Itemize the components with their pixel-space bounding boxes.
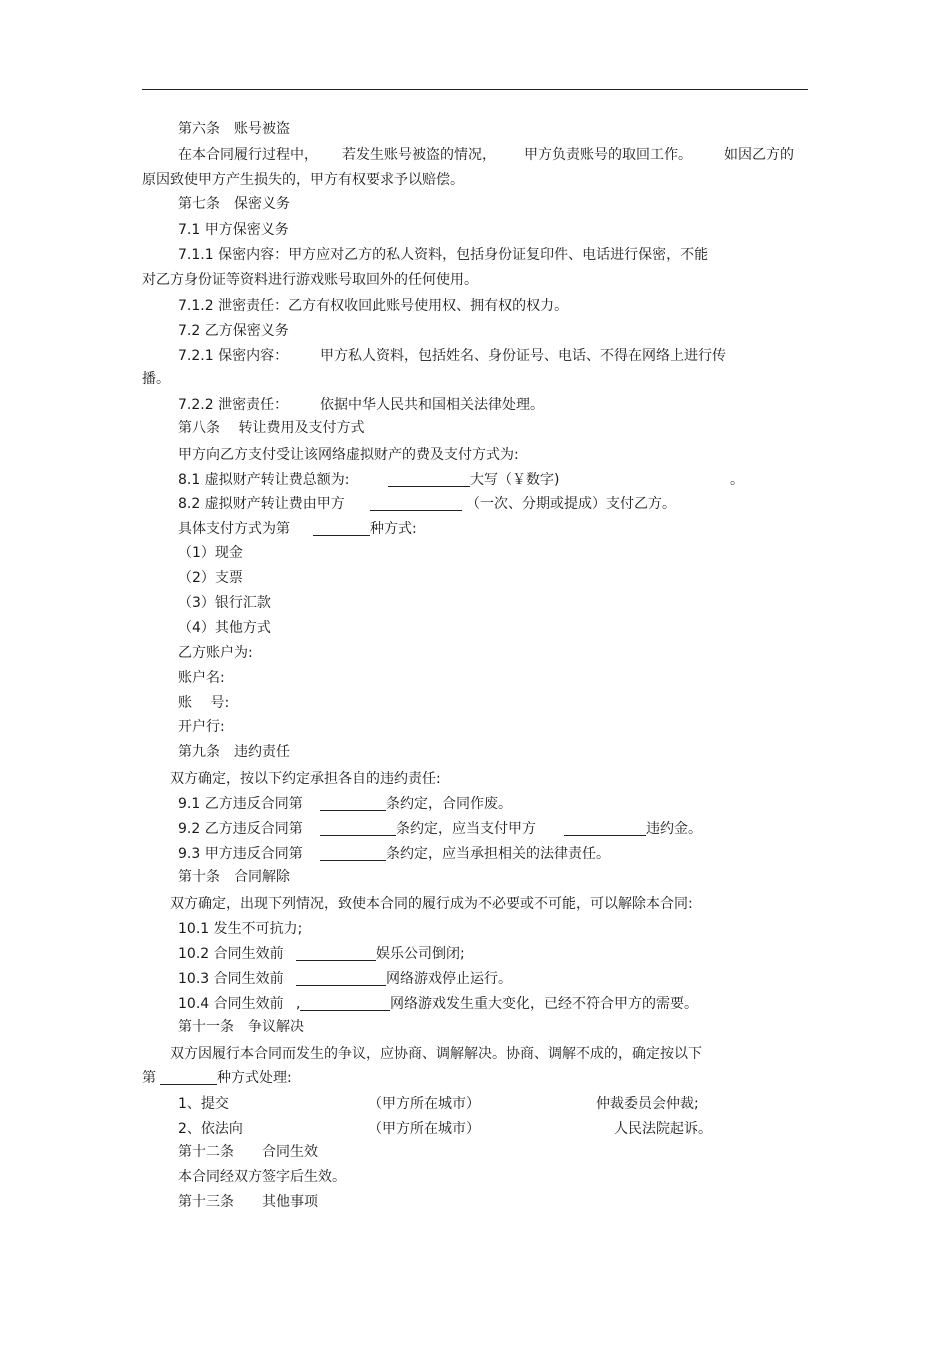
clause-7-1-1-a: 7.1.1 保密内容：甲方应对乙方的私人资料，包括身份证复印件、电话进行保密，不能	[178, 247, 709, 263]
clause-9-2-text: 条约定，应当支付甲方	[396, 821, 536, 837]
clause-10-3-label: 10.3 合同生效前	[178, 971, 284, 987]
clause-7-1-2: 7.1.2 泄密责任：乙方有权收回此账号使用权、拥有权的权力。	[178, 298, 569, 314]
article-7-title: 第七条 保密义务	[178, 196, 290, 212]
clause-9-2-end: 违约金。	[646, 821, 702, 837]
clause-7-2-1-b: 播。	[142, 371, 170, 387]
dispute-item-1-c: 仲裁委员会仲裁;	[596, 1096, 699, 1112]
article-6-text-1b: 若发生账号被盗的情况，	[342, 147, 496, 163]
clause-9-1-text: 条约定，合同作废。	[386, 796, 512, 812]
clause-10-2-blank	[296, 946, 376, 961]
penalty-blank	[564, 821, 646, 836]
account-heading: 乙方账户为:	[178, 645, 253, 661]
article-6-text-1c: 甲方负责账号的取回工作。	[524, 147, 692, 163]
article-10-intro: 双方确定，出现下列情况，致使本合同的履行成为不必要或不可能，可以解除本合同:	[170, 896, 693, 912]
payment-method-text: 种方式:	[370, 521, 417, 537]
article-13-title: 第十三条 其他事项	[178, 1194, 318, 1210]
payment-option-4: （4）其他方式	[178, 620, 271, 636]
article-11-intro: 双方因履行本合同而发生的争议，应协商、调解解决。协商、调解不成的，确定按以下	[170, 1046, 702, 1062]
dispute-item-2-c: 人民法院起诉。	[614, 1121, 712, 1137]
dispute-item-1-a: 1、提交	[178, 1096, 229, 1112]
article-12-text: 本合同经双方签字后生效。	[178, 1169, 346, 1185]
payment-option-3: （3）银行汇款	[178, 595, 271, 611]
clause-9-2-blank	[320, 821, 396, 836]
article-11-intro-b2: 种方式处理:	[217, 1070, 292, 1086]
article-10-title: 第十条 合同解除	[178, 869, 290, 885]
dispute-item-2-a: 2、依法向	[178, 1121, 243, 1137]
clause-9-1-label: 9.1 乙方违反合同第	[178, 796, 303, 812]
clause-7-2-2-text: 依据中华人民共和国相关法律处理。	[320, 397, 544, 413]
clause-9-3-blank	[320, 846, 386, 861]
clause-9-2-label: 9.2 乙方违反合同第	[178, 821, 303, 837]
clause-10-3-blank	[296, 971, 386, 986]
clause-10-2-label: 10.2 合同生效前	[178, 946, 284, 962]
article-9-title: 第九条 违约责任	[178, 744, 290, 760]
article-11-intro-b1: 第	[142, 1070, 156, 1086]
clause-10-4-text: 网络游戏发生重大变化，已经不符合甲方的需要。	[390, 996, 698, 1012]
article-8-intro: 甲方向乙方支付受让该网络虚拟财产的费及支付方式为:	[178, 447, 519, 463]
clause-10-2-text: 娱乐公司倒闭;	[376, 946, 465, 962]
clause-9-1-blank	[320, 796, 386, 811]
clause-8-2-text: （一次、分期或提成）支付乙方。	[466, 496, 676, 512]
account-number: 账 号:	[178, 695, 230, 711]
article-12-title: 第十二条 合同生效	[178, 1144, 318, 1160]
payment-method-blank	[313, 521, 370, 536]
article-8-title: 第八条 转让费用及支付方式	[178, 420, 365, 436]
clause-10-4-label: 10.4 合同生效前	[178, 996, 284, 1012]
section-7-1: 7.1 甲方保密义务	[178, 222, 289, 238]
article-6-text-1d: 如因乙方的	[724, 147, 794, 163]
payment-mode-blank	[370, 496, 462, 511]
header-rule	[142, 89, 808, 90]
clause-10-4-comma: ,	[296, 996, 301, 1012]
clause-7-1-1-b: 对乙方身份证等资料进行游戏账号取回外的任何使用。	[142, 272, 478, 288]
clause-8-1-text: 大写（￥数字)	[470, 472, 560, 488]
payment-method-label: 具体支付方式为第	[178, 521, 290, 537]
payment-option-2: （2）支票	[178, 570, 243, 586]
clause-7-2-1-text: 甲方私人资料，包括姓名、身份证号、电话、不得在网络上进行传	[320, 348, 726, 364]
clause-8-1-label: 8.1 虚拟财产转让费总额为:	[178, 472, 350, 488]
account-name: 账户名:	[178, 670, 225, 686]
payment-option-1: （1）现金	[178, 545, 243, 561]
fee-total-blank	[388, 472, 470, 487]
clause-10-4-blank	[300, 996, 390, 1011]
section-7-2: 7.2 乙方保密义务	[178, 323, 289, 339]
article-11-title: 第十一条 争议解决	[178, 1019, 304, 1035]
article-9-intro: 双方确定，按以下约定承担各自的违约责任:	[170, 771, 441, 787]
dispute-item-2-b: （甲方所在城市）	[368, 1121, 480, 1137]
clause-9-3-label: 9.3 甲方违反合同第	[178, 846, 303, 862]
clause-10-1: 10.1 发生不可抗力;	[178, 921, 303, 937]
dispute-item-1-b: （甲方所在城市）	[368, 1096, 480, 1112]
account-bank: 开户行:	[178, 719, 225, 735]
clause-7-2-2-label: 7.2.2 泄密责任：	[178, 397, 289, 413]
dispute-method-blank	[160, 1070, 217, 1085]
article-6-text-2: 原因致使甲方产生损失的，甲方有权要求予以赔偿。	[142, 172, 464, 188]
clause-9-3-text: 条约定，应当承担相关的法律责任。	[386, 846, 610, 862]
clause-10-3-text: 网络游戏停止运行。	[386, 971, 512, 987]
clause-8-2-label: 8.2 虚拟财产转让费由甲方	[178, 496, 345, 512]
clause-7-2-1-label: 7.2.1 保密内容：	[178, 348, 289, 364]
article-6-title: 第六条 账号被盗	[178, 121, 290, 137]
clause-8-1-end: 。	[730, 472, 744, 488]
article-6-text-1a: 在本合同履行过程中，	[178, 147, 318, 163]
